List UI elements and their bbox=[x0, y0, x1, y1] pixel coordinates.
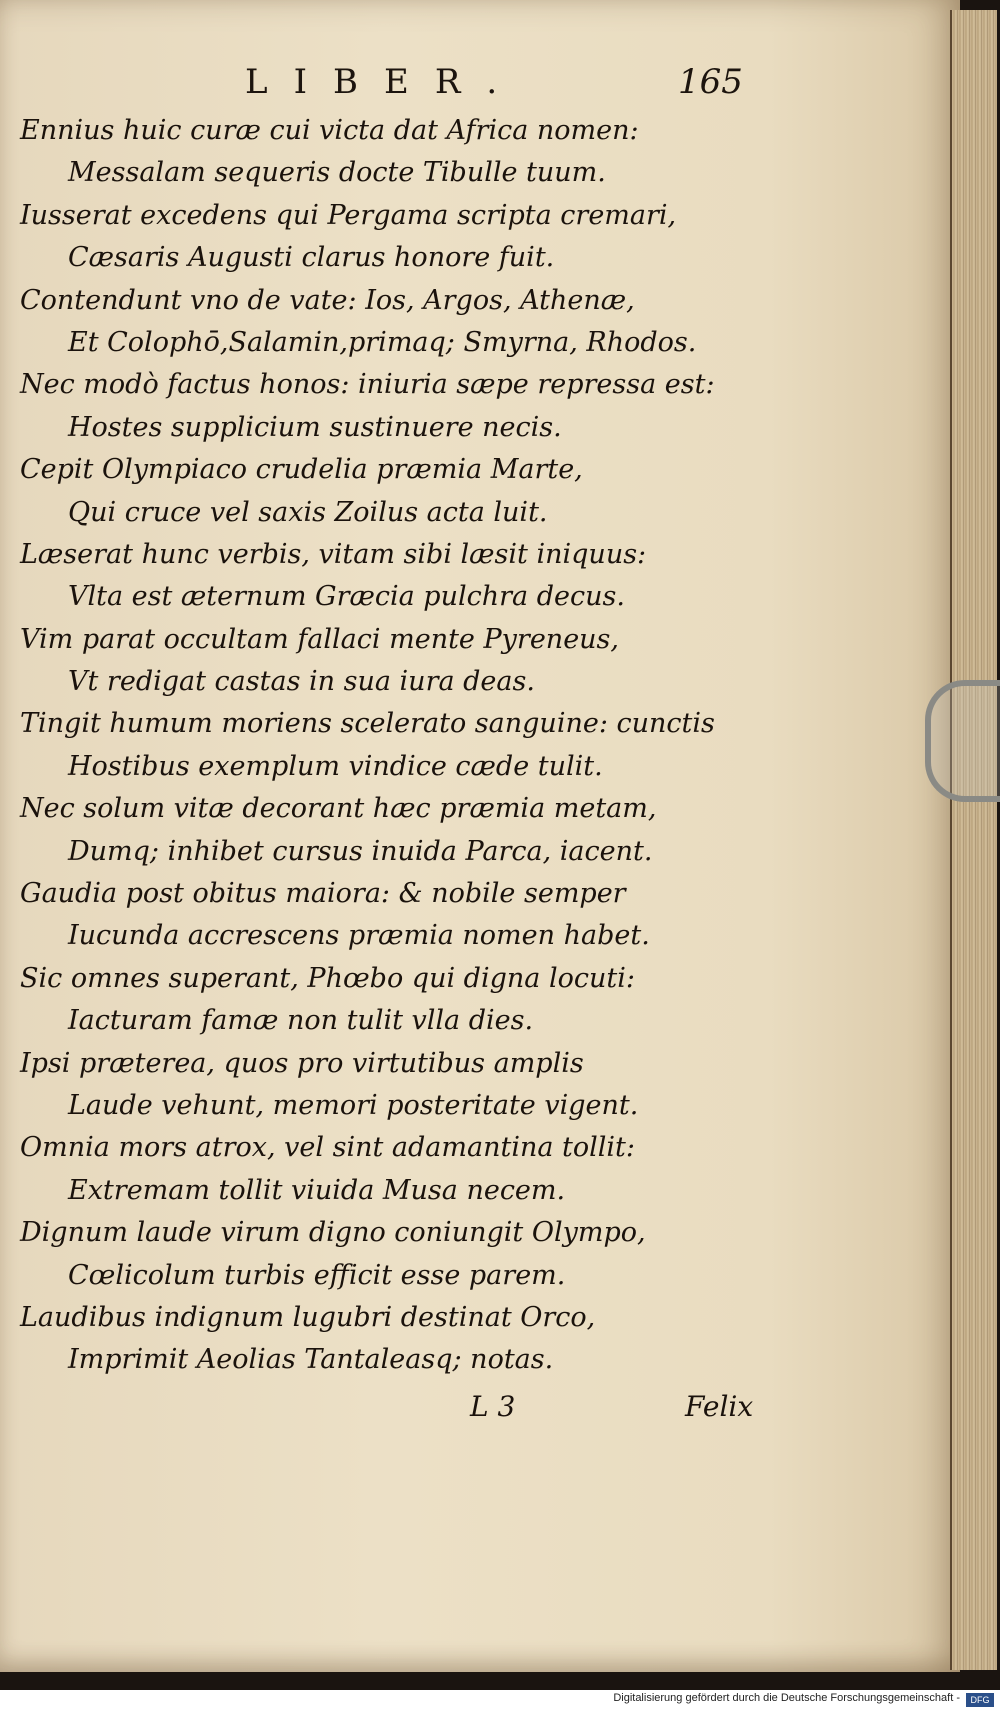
verse-line: Ipsi præterea, quos pro virtutibus amplis bbox=[20, 1047, 584, 1079]
verse-line: Tingit humum moriens scelerato sanguine: cunctis bbox=[20, 708, 715, 740]
page-footer bbox=[0, 1390, 960, 1430]
verse-line: Nec solum vitæ decorant hæc præmia metam, bbox=[20, 793, 657, 825]
dfg-logo-icon: DFG bbox=[966, 1693, 994, 1707]
verse-line: Qui cruce vel saxis Zoilus acta luit. bbox=[68, 496, 548, 528]
verse-line: Vlta est æternum Græcia pulchra decus. bbox=[68, 581, 625, 613]
verse-line: Extremam tollit viuida Musa necem. bbox=[68, 1174, 566, 1206]
verse-line: Cepit Olympiaco crudelia præmia Marte, bbox=[20, 454, 583, 486]
verse-line: Dignum laude virum digno coniungit Olympo, bbox=[20, 1217, 646, 1249]
page-edges bbox=[950, 10, 997, 1670]
verse-line: Contendunt vno de vate: Ios, Argos, Athenæ, bbox=[20, 284, 635, 316]
verse-line: Læserat hunc verbis, vitam sibi læsit iniquus: bbox=[20, 538, 647, 570]
digitization-credit: Digitalisierung gefördert durch die Deutsche Forschungsgemeinschaft - bbox=[613, 1692, 960, 1704]
verse-block bbox=[20, 110, 920, 1382]
verse-line: Omnia mors atrox, vel sint adamantina tollit: bbox=[20, 1132, 635, 1164]
verse-line: Ennius huic curæ cui victa dat Africa nomen: bbox=[20, 115, 639, 146]
running-head: LIBER. bbox=[245, 62, 524, 102]
page-number: 165 bbox=[678, 62, 743, 102]
verse-line: Vim parat occultam fallaci mente Pyreneus, bbox=[20, 623, 619, 655]
verse-line: Hostibus exemplum vindice cæde tulit. bbox=[68, 750, 603, 782]
verse-line: Messalam sequeris docte Tibulle tuum. bbox=[68, 157, 606, 189]
verse-line: Iucunda accrescens præmia nomen habet. bbox=[68, 920, 650, 952]
verse-line: Vt redigat castas in sua iura deas. bbox=[68, 666, 535, 698]
verse-line: Laudibus indignum lugubri destinat Orco, bbox=[20, 1301, 596, 1333]
verse-line: Sic omnes superant, Phœbo qui digna locuti: bbox=[20, 962, 635, 994]
verse-line: Cœlicolum turbis efficit esse parem. bbox=[68, 1259, 566, 1291]
catchword: Felix bbox=[685, 1390, 754, 1423]
verse-line: Iusserat excedens qui Pergama scripta cremari, bbox=[20, 199, 677, 231]
book-clip bbox=[925, 680, 1000, 802]
verse-line: Iacturam famæ non tulit vlla dies. bbox=[68, 1005, 534, 1037]
page-header bbox=[0, 62, 960, 102]
signature-mark: L 3 bbox=[470, 1390, 516, 1423]
verse-line: Dumq; inhibet cursus inuida Parca, iacent. bbox=[68, 835, 653, 867]
verse-line: Nec modò factus honos: iniuria sæpe repressa est: bbox=[20, 369, 715, 401]
verse-line: Imprimit Aeolias Tantaleasq; notas. bbox=[68, 1344, 554, 1376]
verse-line: Cæsaris Augusti clarus honore fuit. bbox=[68, 242, 555, 274]
verse-line: Laude vehunt, memori posteritate vigent. bbox=[68, 1089, 639, 1121]
credit-bar bbox=[0, 1690, 1000, 1711]
verse-line: Gaudia post obitus maiora: & nobile semper bbox=[20, 878, 626, 910]
verse-line: Et Colophō,Salamin,primaq; Smyrna, Rhodos. bbox=[68, 326, 697, 358]
verse-line: Hostes supplicium sustinuere necis. bbox=[68, 411, 562, 443]
